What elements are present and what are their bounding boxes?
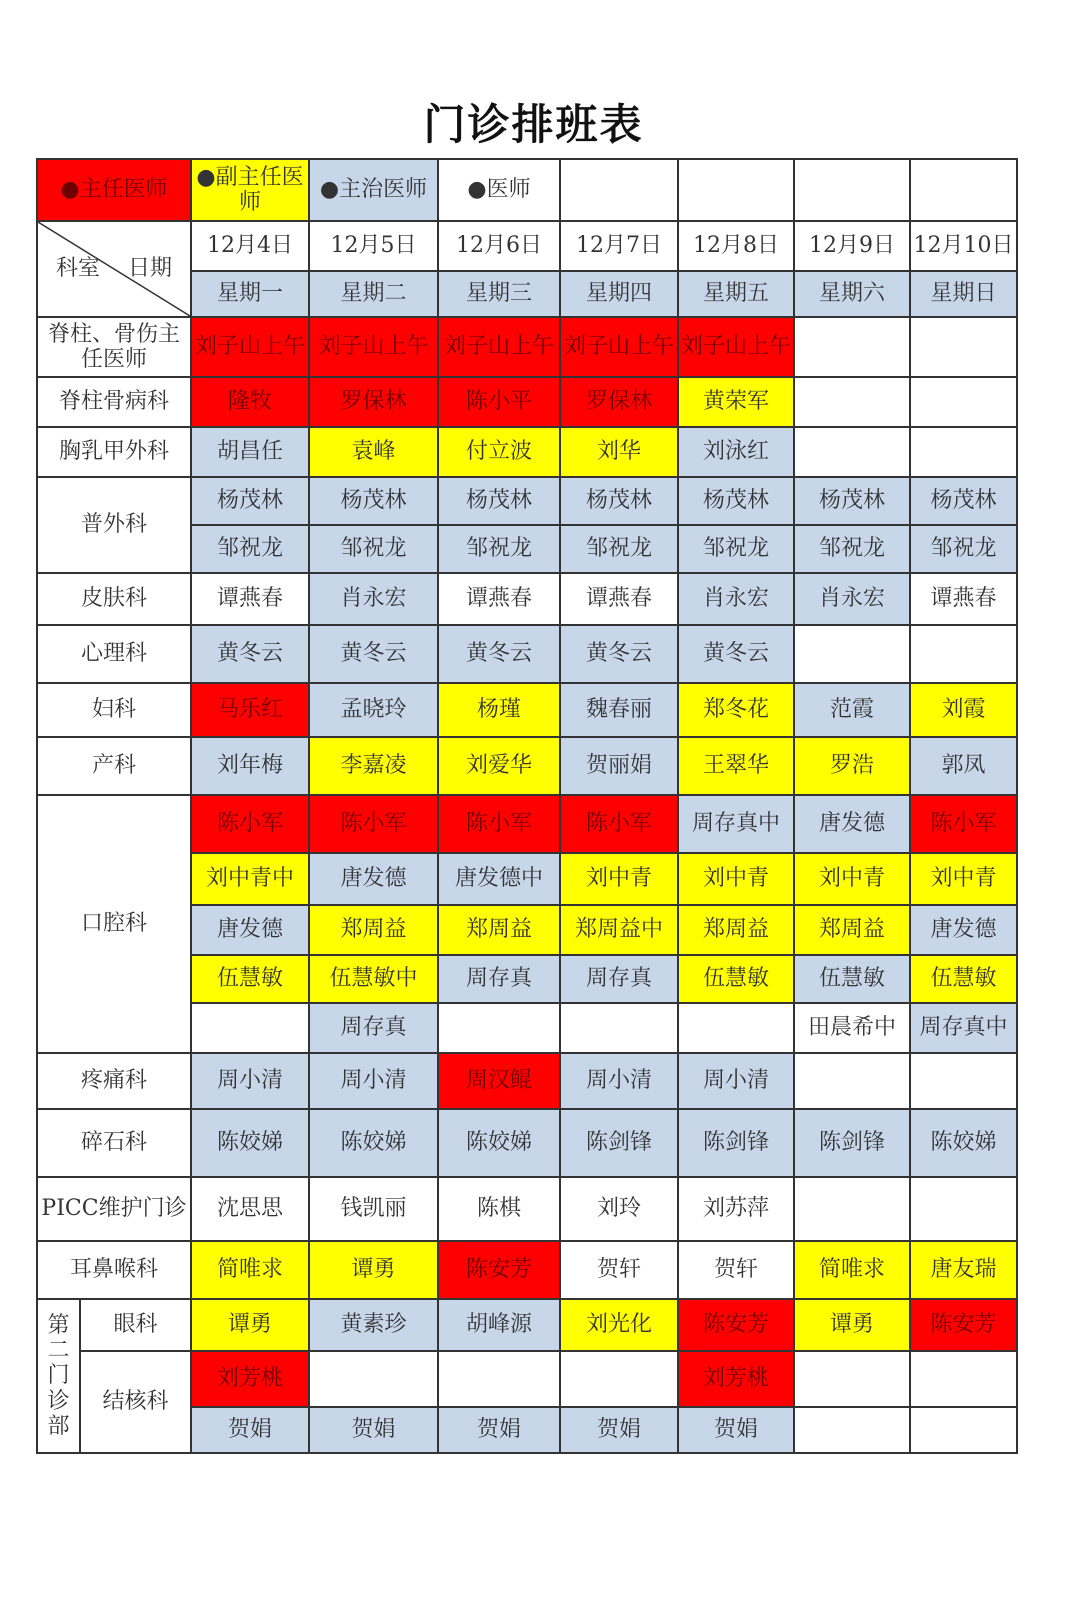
- schedule-cell: 杨茂林: [191, 477, 309, 525]
- schedule-cell: 胡昌任: [191, 427, 309, 477]
- schedule-cell: 陈姣娣: [910, 1109, 1017, 1177]
- schedule-cell: [309, 1351, 438, 1407]
- schedule-cell: 贺娟: [309, 1407, 438, 1453]
- sub-section-label: 第 二 门 诊 部: [37, 1299, 80, 1453]
- schedule-cell: 刘子山上午: [438, 317, 560, 377]
- schedule-cell: 陈小军: [309, 795, 438, 853]
- schedule-cell: 谭勇: [191, 1299, 309, 1351]
- schedule-cell: 伍慧敏: [910, 955, 1017, 1003]
- schedule-cell: 周存真中: [678, 795, 794, 853]
- department-name: 脊柱骨病科: [37, 377, 191, 427]
- date-header: 12月4日: [191, 221, 309, 271]
- schedule-cell: 孟晓玲: [309, 683, 438, 737]
- schedule-cell: 陈安芳: [910, 1299, 1017, 1351]
- schedule-cell: 刘年梅: [191, 737, 309, 795]
- schedule-cell: [794, 1177, 910, 1241]
- schedule-cell: 杨茂林: [678, 477, 794, 525]
- schedule-cell: 贺娟: [678, 1407, 794, 1453]
- schedule-cell: 伍慧敏中: [309, 955, 438, 1003]
- schedule-cell: 邹祝龙: [438, 525, 560, 573]
- schedule-cell: [794, 1053, 910, 1109]
- schedule-cell: 简唯求: [191, 1241, 309, 1299]
- schedule-cell: [910, 1407, 1017, 1453]
- schedule-cell: [910, 377, 1017, 427]
- schedule-cell: 谭勇: [309, 1241, 438, 1299]
- department-name: 普外科: [37, 477, 191, 573]
- schedule-cell: 魏春丽: [560, 683, 678, 737]
- schedule-cell: 罗保林: [309, 377, 438, 427]
- schedule-cell: 陈小平: [438, 377, 560, 427]
- schedule-cell: 肖永宏: [309, 573, 438, 625]
- schedule-cell: 周小清: [309, 1053, 438, 1109]
- schedule-cell: 肖永宏: [794, 573, 910, 625]
- schedule-cell: 郑周益: [309, 905, 438, 955]
- department-name: 皮肤科: [37, 573, 191, 625]
- schedule-cell: 刘爱华: [438, 737, 560, 795]
- schedule-cell: [438, 1003, 560, 1053]
- weekday-header: 星期六: [794, 271, 910, 317]
- schedule-cell: 郑周益中: [560, 905, 678, 955]
- weekday-header: 星期三: [438, 271, 560, 317]
- schedule-cell: 肖永宏: [678, 573, 794, 625]
- weekday-header: 星期四: [560, 271, 678, 317]
- schedule-cell: 邹祝龙: [794, 525, 910, 573]
- schedule-cell: 王翠华: [678, 737, 794, 795]
- schedule-cell: [794, 625, 910, 683]
- schedule-cell: 周小清: [191, 1053, 309, 1109]
- schedule-cell: 周存真: [309, 1003, 438, 1053]
- department-name: 胸乳甲外科: [37, 427, 191, 477]
- weekday-header: 星期五: [678, 271, 794, 317]
- schedule-cell: 刘中青: [678, 853, 794, 905]
- schedule-cell: 杨茂林: [438, 477, 560, 525]
- department-name: 口腔科: [37, 795, 191, 1053]
- schedule-table: [36, 158, 1018, 1454]
- schedule-cell: 邹祝龙: [910, 525, 1017, 573]
- schedule-cell: 刘泳红: [678, 427, 794, 477]
- legend-attending: ●主治医师: [309, 159, 438, 221]
- schedule-cell: 贺娟: [560, 1407, 678, 1453]
- schedule-cell: 伍慧敏: [678, 955, 794, 1003]
- schedule-cell: 谭燕春: [560, 573, 678, 625]
- legend-empty: [910, 159, 1017, 221]
- schedule-cell: [794, 427, 910, 477]
- date-header: 12月6日: [438, 221, 560, 271]
- legend-empty: [560, 159, 678, 221]
- schedule-cell: 贺丽娟: [560, 737, 678, 795]
- date-header: 12月7日: [560, 221, 678, 271]
- schedule-cell: 陈剑锋: [794, 1109, 910, 1177]
- schedule-cell: 谭燕春: [438, 573, 560, 625]
- schedule-cell: 黄冬云: [560, 625, 678, 683]
- department-name: 结核科: [80, 1351, 191, 1453]
- schedule-cell: 刘玲: [560, 1177, 678, 1241]
- department-name: PICC维护门诊: [37, 1177, 191, 1241]
- legend-resident: ●医师: [438, 159, 560, 221]
- schedule-cell: [560, 1351, 678, 1407]
- legend-empty: [678, 159, 794, 221]
- schedule-cell: 黄荣军: [678, 377, 794, 427]
- department-name: 疼痛科: [37, 1053, 191, 1109]
- schedule-cell: 刘中青: [910, 853, 1017, 905]
- date-header: 12月8日: [678, 221, 794, 271]
- schedule-cell: 贺娟: [438, 1407, 560, 1453]
- schedule-cell: 周存真: [438, 955, 560, 1003]
- schedule-cell: 谭燕春: [191, 573, 309, 625]
- schedule-cell: 刘中青中: [191, 853, 309, 905]
- legend-deputy-chief: ●副主任医师: [191, 159, 309, 221]
- schedule-cell: 陈剑锋: [678, 1109, 794, 1177]
- schedule-cell: 邹祝龙: [560, 525, 678, 573]
- schedule-cell: 黄素珍: [309, 1299, 438, 1351]
- schedule-cell: 陈姣娣: [438, 1109, 560, 1177]
- schedule-cell: 唐发德中: [438, 853, 560, 905]
- schedule-cell: 刘子山上午: [191, 317, 309, 377]
- schedule-cell: [438, 1351, 560, 1407]
- schedule-cell: 刘子山上午: [309, 317, 438, 377]
- schedule-cell: 郑周益: [794, 905, 910, 955]
- schedule-cell: [794, 1351, 910, 1407]
- header-corner: [37, 221, 191, 317]
- schedule-cell: 陈棋: [438, 1177, 560, 1241]
- schedule-cell: 陈姣娣: [309, 1109, 438, 1177]
- schedule-cell: 钱凯丽: [309, 1177, 438, 1241]
- department-name: 产科: [37, 737, 191, 795]
- schedule-cell: 郑周益: [438, 905, 560, 955]
- schedule-cell: 郑周益: [678, 905, 794, 955]
- schedule-cell: [910, 625, 1017, 683]
- schedule-cell: 贺娟: [191, 1407, 309, 1453]
- schedule-cell: 邹祝龙: [191, 525, 309, 573]
- schedule-cell: 陈安芳: [678, 1299, 794, 1351]
- schedule-cell: [910, 427, 1017, 477]
- schedule-cell: [678, 1003, 794, 1053]
- schedule-cell: 唐发德: [794, 795, 910, 853]
- schedule-cell: 郑冬花: [678, 683, 794, 737]
- schedule-cell: 伍慧敏: [794, 955, 910, 1003]
- schedule-cell: 田晨希中: [794, 1003, 910, 1053]
- schedule-cell: 杨瑾: [438, 683, 560, 737]
- schedule-cell: 黄冬云: [678, 625, 794, 683]
- schedule-cell: 贺轩: [678, 1241, 794, 1299]
- schedule-cell: 刘光化: [560, 1299, 678, 1351]
- schedule-cell: 刘华: [560, 427, 678, 477]
- schedule-cell: 唐友瑞: [910, 1241, 1017, 1299]
- weekday-header: 星期日: [910, 271, 1017, 317]
- schedule-cell: 唐发德: [191, 905, 309, 955]
- schedule-cell: 周小清: [560, 1053, 678, 1109]
- schedule-cell: 贺轩: [560, 1241, 678, 1299]
- schedule-cell: 罗浩: [794, 737, 910, 795]
- department-name: 妇科: [37, 683, 191, 737]
- schedule-cell: 刘中青: [560, 853, 678, 905]
- date-label: 日期: [128, 256, 173, 281]
- schedule-cell: 周汉鲲: [438, 1053, 560, 1109]
- schedule-cell: 周存真: [560, 955, 678, 1003]
- schedule-cell: [794, 317, 910, 377]
- schedule-cell: 黄冬云: [438, 625, 560, 683]
- schedule-cell: 刘芳桃: [678, 1351, 794, 1407]
- schedule-cell: 刘子山上午: [560, 317, 678, 377]
- schedule-cell: 罗保林: [560, 377, 678, 427]
- schedule-cell: 周小清: [678, 1053, 794, 1109]
- department-name: 碎石科: [37, 1109, 191, 1177]
- schedule-cell: 袁峰: [309, 427, 438, 477]
- schedule-cell: 刘苏萍: [678, 1177, 794, 1241]
- schedule-cell: 黄冬云: [309, 625, 438, 683]
- schedule-cell: 胡峰源: [438, 1299, 560, 1351]
- department-name: 心理科: [37, 625, 191, 683]
- schedule-cell: 付立波: [438, 427, 560, 477]
- schedule-cell: 陈安芳: [438, 1241, 560, 1299]
- legend-empty: [794, 159, 910, 221]
- schedule-cell: 陈剑锋: [560, 1109, 678, 1177]
- schedule-cell: 唐发德: [309, 853, 438, 905]
- schedule-cell: [910, 317, 1017, 377]
- department-name: 脊柱、骨伤主任医师: [37, 317, 191, 377]
- schedule-cell: 邹祝龙: [309, 525, 438, 573]
- schedule-cell: 马乐红: [191, 683, 309, 737]
- date-header: 12月5日: [309, 221, 438, 271]
- schedule-cell: [910, 1053, 1017, 1109]
- schedule-cell: 刘芳桃: [191, 1351, 309, 1407]
- schedule-cell: 郭凤: [910, 737, 1017, 795]
- schedule-cell: 杨茂林: [794, 477, 910, 525]
- department-name: 眼科: [80, 1299, 191, 1351]
- schedule-cell: 杨茂林: [560, 477, 678, 525]
- schedule-cell: 唐发德: [910, 905, 1017, 955]
- schedule-cell: 黄冬云: [191, 625, 309, 683]
- schedule-cell: 刘中青: [794, 853, 910, 905]
- schedule-cell: 陈小军: [191, 795, 309, 853]
- date-header: 12月10日: [910, 221, 1017, 271]
- schedule-cell: 杨茂林: [910, 477, 1017, 525]
- schedule-cell: 陈小军: [560, 795, 678, 853]
- schedule-cell: 刘子山上午: [678, 317, 794, 377]
- schedule-cell: [560, 1003, 678, 1053]
- schedule-cell: 陈小军: [438, 795, 560, 853]
- schedule-cell: 杨茂林: [309, 477, 438, 525]
- schedule-cell: 李嘉凌: [309, 737, 438, 795]
- schedule-cell: [910, 1177, 1017, 1241]
- legend-chief: ●主任医师: [37, 159, 191, 221]
- schedule-cell: 陈姣娣: [191, 1109, 309, 1177]
- schedule-cell: 刘霞: [910, 683, 1017, 737]
- schedule-cell: [191, 1003, 309, 1053]
- schedule-cell: 周存真中: [910, 1003, 1017, 1053]
- schedule-cell: 范霞: [794, 683, 910, 737]
- schedule-cell: 陈小军: [910, 795, 1017, 853]
- schedule-cell: 隆牧: [191, 377, 309, 427]
- department-name: 耳鼻喉科: [37, 1241, 191, 1299]
- schedule-cell: [794, 377, 910, 427]
- date-header: 12月9日: [794, 221, 910, 271]
- schedule-cell: 谭勇: [794, 1299, 910, 1351]
- dept-label: 科室: [56, 256, 101, 281]
- schedule-cell: 伍慧敏: [191, 955, 309, 1003]
- schedule-cell: 简唯求: [794, 1241, 910, 1299]
- page-title: 门诊排班表: [423, 100, 644, 149]
- schedule-cell: [910, 1351, 1017, 1407]
- schedule-cell: 沈思思: [191, 1177, 309, 1241]
- weekday-header: 星期一: [191, 271, 309, 317]
- schedule-cell: [794, 1407, 910, 1453]
- schedule-cell: 邹祝龙: [678, 525, 794, 573]
- weekday-header: 星期二: [309, 271, 438, 317]
- schedule-cell: 谭燕春: [910, 573, 1017, 625]
